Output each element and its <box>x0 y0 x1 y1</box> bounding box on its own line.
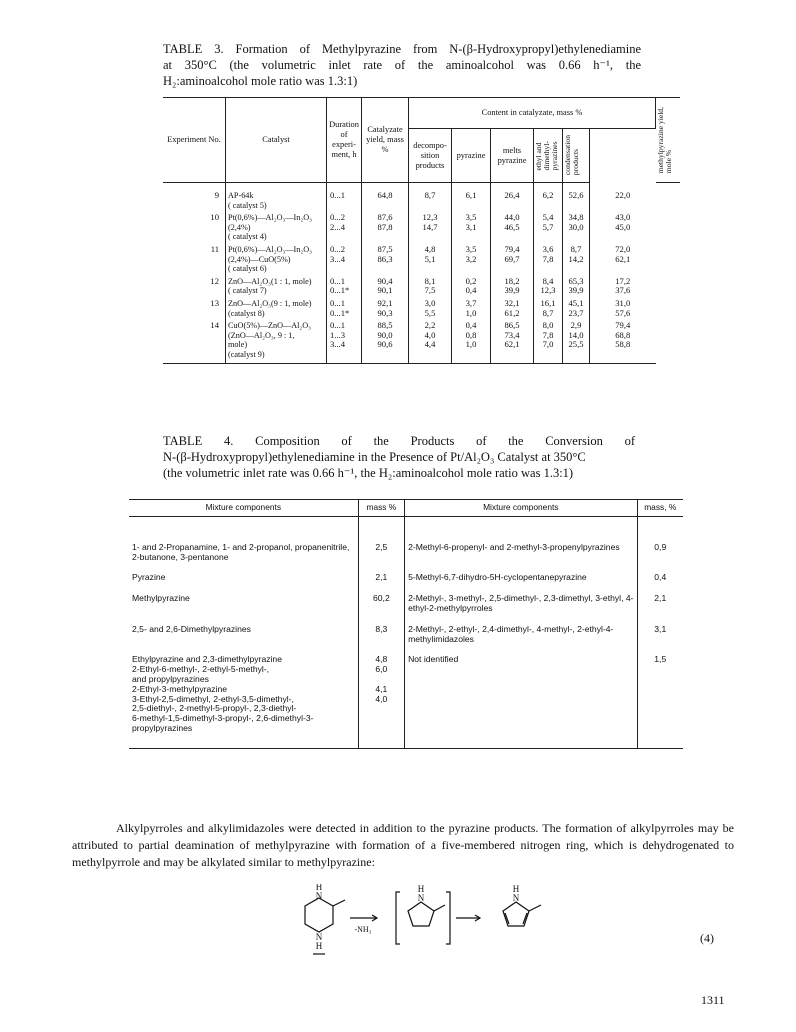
decomp-cell: 12,3 14,7 <box>409 213 452 245</box>
header-pyrazine: pyrazine <box>452 129 491 183</box>
pyrazine-cell: 3,5 3,2 <box>452 245 491 277</box>
pyrazine-cell: 3,7 1,0 <box>452 299 491 321</box>
label-n-bottom1: N <box>315 932 323 942</box>
cond-cell: 2,9 14,0 25,5 <box>563 321 590 363</box>
exp-cell: 12 <box>163 277 226 299</box>
header-experiment: Experiment No. <box>163 98 226 183</box>
duration-cell: 0...2 2...4 <box>327 213 362 245</box>
duration-cell: 0...1 1...3 3...4 <box>327 321 362 363</box>
decomp-cell: 4,8 5,1 <box>409 245 452 277</box>
methyl-bond-1 <box>333 900 345 906</box>
yield-cell: 92,1 90,3 <box>362 299 409 321</box>
exp-cell: 13 <box>163 299 226 321</box>
label-h-bottom1: H <box>315 941 323 951</box>
header-catalyst: Catalyst <box>226 98 327 183</box>
table4 <box>129 499 683 749</box>
bracket-right <box>446 892 450 944</box>
melts-cell: 79,4 69,7 <box>491 245 534 277</box>
decomp-cell: 2,2 4,0 4,4 <box>409 321 452 363</box>
catalyst-cell: ZnO—Al₂O₃(1 : 1, mole) ( catalyst 7) <box>226 277 327 299</box>
table4-caption-line3: (the volumetric inlet rate was 0.66 h⁻¹, the H₂:aminoalcohol mole ratio was 1.3:1) <box>163 466 574 480</box>
label-n-top1: N <box>315 891 323 901</box>
mass-cell: 0,4 <box>654 572 667 583</box>
component-cell: 2,5- and 2,6-Dimethylpyrazines <box>129 625 358 656</box>
header-condensation: condensation products <box>563 135 580 176</box>
component-cell: Methylpyrazine <box>129 594 358 625</box>
table-row <box>163 277 680 299</box>
table-row <box>163 183 680 214</box>
decomp-cell: 8,7 <box>409 183 452 214</box>
ethyl-cell: 16,1 8,7 <box>534 299 563 321</box>
table-row <box>163 245 680 277</box>
table4-caption-line1: TABLE 4. Composition of the Products of the Conversion of <box>163 434 635 448</box>
cond-cell: 65,3 39,9 <box>563 277 590 299</box>
mass-cell: 8,3 <box>358 625 404 656</box>
header-ethyl-cell <box>534 129 563 183</box>
mass-cell: 0,9 <box>654 541 667 552</box>
component-cell: 5-Methyl-6,7-dihydro-5H-cyclopentanepyrazine <box>405 573 637 594</box>
table4-caption <box>163 433 635 481</box>
mass-cell: 1,5 <box>637 655 683 748</box>
equation-number: (4) <box>700 931 714 945</box>
mp-cell: 22,0 <box>615 189 631 200</box>
label-n-top3: N <box>512 893 520 903</box>
pyrazine-cell: 0,4 0,8 1,0 <box>452 321 491 363</box>
yield-cell: 88,5 90,0 90,6 <box>362 321 409 363</box>
melts-cell: 32,1 61,2 <box>491 299 534 321</box>
ethyl-cell: 8,4 12,3 <box>534 277 563 299</box>
header-mass-2: mass, % <box>637 500 683 517</box>
cond-cell: 52,6 <box>563 183 590 214</box>
page-number: 1311 <box>701 993 725 1007</box>
duration-cell: 0...2 3...4 <box>327 245 362 277</box>
melts-cell: 86,5 73,4 62,1 <box>491 321 534 363</box>
table-row <box>129 516 683 573</box>
component-cell: Ethylpyrazine and 2,3-dimethylpyrazine 2-Ethyl-6-methyl-, 2-ethyl-5-methyl-, and propylpyrazines 2-Ethyl-3-methylpyrazine 3-Ethyl-2,5-dimethyl, 2-ethyl-3,5-dimethyl-, 2,5-diethyl-, 2-methyl-5-propyl-, 2,3-diethyl- 6-methyl-1,5-dimethyl-3-propyl-, 2,6-dimethyl-3- propylpyrazines <box>129 655 358 748</box>
catalyst-cell: Pt(0,6%)—Al₂O₃—In₂O₃ (2,4%)—CuO(5%) ( catalyst 6) <box>226 245 327 277</box>
component-cell: Not identified <box>405 655 637 748</box>
piperazine-ring <box>305 898 333 932</box>
table3-caption-line3: H₂:aminoalcohol mole ratio was 1.3:1) <box>163 74 358 88</box>
mp-cell: 31,0 57,6 <box>615 297 631 318</box>
catalyst-cell: ZnO—Al₂O₃(9 : 1, mole) (catalyst 8) <box>226 299 327 321</box>
yield-cell: 90,4 90,1 <box>362 277 409 299</box>
header-content: Content in catalyzate, mass % <box>409 98 656 129</box>
component-cell: 1- and 2-Propanamine, 1- and 2-propanol, propanenitrile, 2-butanone, 3-pentanone <box>129 516 358 573</box>
table-row <box>129 625 683 656</box>
exp-cell: 10 <box>163 213 226 245</box>
pyrazine-cell: 3,5 3,1 <box>452 213 491 245</box>
pyrrole-ring <box>503 902 529 926</box>
component-cell: 2-Methyl-, 3-methyl-, 2,5-dimethyl-, 2,3-dimethyl, 3-ethyl, 4-ethyl-2-methylpyrroles <box>405 594 637 625</box>
header-decomposition: decompo-sition products <box>409 129 452 183</box>
yield-cell: 64,8 <box>362 183 409 214</box>
mp-cell: 72,0 62,1 <box>615 243 631 264</box>
exp-cell: 11 <box>163 245 226 277</box>
melts-cell: 44,0 46,5 <box>491 213 534 245</box>
header-mass-1: mass % <box>358 500 404 517</box>
catalyst-cell: AP-64k ( catalyst 5) <box>226 183 327 214</box>
mass-cell: 2,1 <box>654 593 667 604</box>
mass-cell: 3,1 <box>654 623 667 634</box>
ethyl-cell: 8,0 7,8 7,0 <box>534 321 563 363</box>
header-melts-pyrazine: melts pyrazine <box>491 129 534 183</box>
mass-cell: 60,2 <box>358 594 404 625</box>
mp-cell: 17,2 37,6 <box>615 275 631 296</box>
mp-cell: 43,0 45,0 <box>615 212 631 232</box>
cond-cell: 45,1 23,7 <box>563 299 590 321</box>
component-cell: 2-Methyl-, 2-ethyl-, 2,4-dimethyl-, 4-methyl-, 2-ethyl-4-methylimidazoles <box>405 625 637 656</box>
header-mp-yield: methylpyrazine yield, mole % <box>656 106 673 174</box>
decomp-cell: 8,1 7,5 <box>409 277 452 299</box>
mass-cell: 4,8 6,0 4,1 4,0 <box>358 655 404 748</box>
decomp-cell: 3,0 5,5 <box>409 299 452 321</box>
pyrazine-cell: 6,1 <box>452 183 491 214</box>
label-h-top2: H <box>417 884 425 894</box>
table-row <box>163 321 680 363</box>
table-row <box>163 299 680 321</box>
reaction-scheme <box>296 884 566 956</box>
table-row <box>129 594 683 625</box>
exp-cell: 14 <box>163 321 226 363</box>
ethyl-cell: 6,2 <box>534 183 563 214</box>
table3 <box>163 97 680 364</box>
header-mixture-components-2: Mixture components <box>405 500 637 517</box>
table3-caption-line2: at 350°C (the volumetric inlet rate of the aminoalcohol was 0.66 h⁻¹, the <box>163 58 641 72</box>
yield-cell: 87,5 86,3 <box>362 245 409 277</box>
table3-caption <box>163 41 641 89</box>
duration-cell: 0...1 0...1* <box>327 277 362 299</box>
melts-cell: 26,4 <box>491 183 534 214</box>
exp-cell: 9 <box>163 183 226 214</box>
label-reagent: -NH₃ <box>354 925 372 934</box>
catalyst-cell: CuO(5%)—ZnO—Al₂O₃ (ZnO—Al₂O₃, 9 : 1, mole) (catalyst 9) <box>226 321 327 363</box>
yield-cell: 87,6 87,8 <box>362 213 409 245</box>
component-cell: Pyrazine <box>129 573 358 594</box>
body-paragraph <box>72 820 734 870</box>
table4-caption-line2: N-(β-Hydroxypropyl)ethylenediamine in the Presence of Pt/Al₂O₃ Catalyst at 350°C <box>163 450 586 464</box>
header-mp-yield-cell <box>656 98 681 183</box>
paragraph-text: Alkylpyrroles and alkylimidazoles were detected in addition to the pyrazine products. The formation of alkylpyrroles may be attributed to partial deamination of methylpyrazine with formation of a five-membered nitrogen ring, which is dehydrogenated to methylpyrrole and may be alkylated similar to methylpyrazine: <box>72 821 734 869</box>
pyrazine-cell: 0,2 0,4 <box>452 277 491 299</box>
pyrrolidine-ring <box>408 902 434 926</box>
methyl-bond-2 <box>434 905 445 911</box>
component-cell: 2-Methyl-6-propenyl- and 2-methyl-3-propenylpyrazines <box>405 516 637 573</box>
cond-cell: 34,8 30,0 <box>563 213 590 245</box>
header-cond-cell <box>563 129 590 183</box>
melts-cell: 18,2 39,9 <box>491 277 534 299</box>
label-h-top3: H <box>512 884 520 894</box>
ethyl-cell: 3,6 7,8 <box>534 245 563 277</box>
header-duration: Duration of experi-ment, h <box>327 98 362 183</box>
catalyst-cell: Pt(0,6%)—Al₂O₃—In₂O₃ (2,4%) ( catalyst 4) <box>226 213 327 245</box>
table-row <box>129 573 683 594</box>
ethyl-cell: 5,4 5,7 <box>534 213 563 245</box>
table3-caption-line1: TABLE 3. Formation of Methylpyrazine from N-(β-Hydroxypropyl)ethylenediamine <box>163 42 641 56</box>
header-mixture-components-1: Mixture components <box>129 500 358 517</box>
table-row <box>163 213 680 245</box>
bracket-left <box>396 892 400 944</box>
table-row <box>129 655 683 748</box>
header-catalyzate-yield: Catalyzate yield, mass % <box>362 98 409 183</box>
mass-cell: 2,1 <box>358 573 404 594</box>
label-n-top2: N <box>417 893 425 903</box>
label-h-top1: H <box>315 884 323 892</box>
duration-cell: 0...1 <box>327 183 362 214</box>
header-ethyl-dimethyl: ethyl and dimethyl- pyrazines <box>534 140 559 171</box>
mass-cell: 2,5 <box>358 516 404 573</box>
duration-cell: 0...1 0...1* <box>327 299 362 321</box>
cond-cell: 8,7 14,2 <box>563 245 590 277</box>
mp-cell: 79,4 68,8 58,8 <box>590 321 656 363</box>
methyl-bond-3 <box>529 905 541 911</box>
